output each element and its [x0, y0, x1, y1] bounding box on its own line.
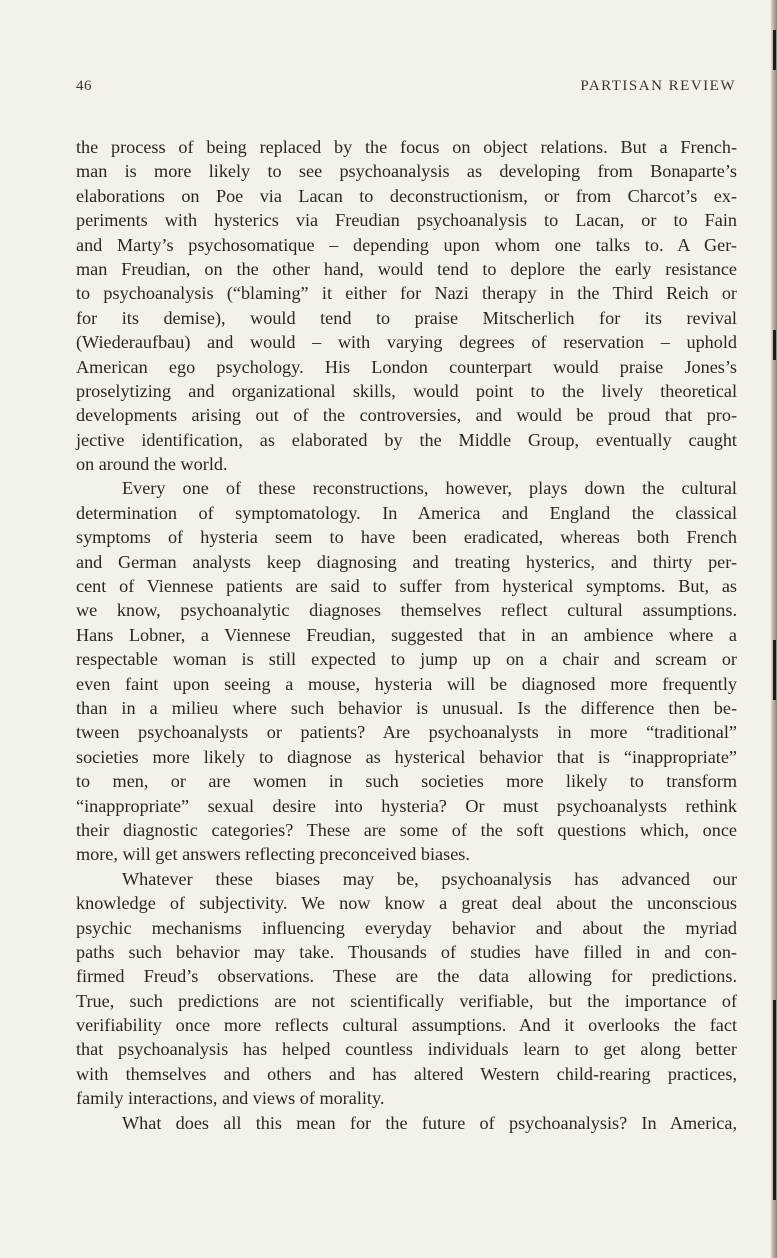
text-line: periments with hysterics via Freudian psychoanalysis to Lacan, or to Fain: [76, 210, 737, 231]
text-line: jective identification, as elaborated by the Middle Group, eventually caught: [76, 429, 737, 450]
body-text: [76, 135, 737, 1135]
text-line: True, such predictions are not scientifically verifiable, but the importance of: [76, 990, 737, 1011]
text-line: man is more likely to see psychoanalysis as developing from Bonaparte’s: [76, 161, 737, 182]
text-line: cent of Viennese patients are said to suffer from hysterical symptoms. But, as: [76, 576, 737, 597]
text-line: and Marty’s psychosomatique – depending upon whom one talks to. A Ger-: [76, 234, 737, 255]
text-line: their diagnostic categories? These are some of the soft questions which, once: [76, 819, 737, 840]
text-line: firmed Freud’s observations. These are the data allowing for predictions.: [76, 966, 737, 987]
text-line: psychic mechanisms influencing everyday behavior and about the myriad: [76, 917, 737, 938]
text-line: What does all this mean for the future of psychoanalysis? In America,: [122, 1112, 737, 1133]
text-line: to psychoanalysis (“blaming” it either for Nazi therapy in the Third Reich or: [76, 283, 737, 304]
text-line: knowledge of subjectivity. We now know a great deal about the unconscious: [76, 893, 737, 914]
text-line: more, will get answers reflecting preconceived biases.: [76, 844, 470, 865]
text-line: man Freudian, on the other hand, would tend to deplore the early resistance: [76, 258, 737, 279]
text-line: American ego psychology. His London counterpart would praise Jones’s: [76, 356, 737, 377]
text-line: respectable woman is still expected to jump up on a chair and scream or: [76, 649, 737, 670]
text-line: Whatever these biases may be, psychoanalysis has advanced our: [122, 868, 737, 889]
text-line: tween psychoanalysts or patients? Are psychoanalysts in more “traditional”: [76, 722, 737, 743]
text-line: on around the world.: [76, 454, 228, 475]
text-line: (Wiederaufbau) and would – with varying degrees of reservation – uphold: [76, 332, 737, 353]
text-line: and German analysts keep diagnosing and treating hysterics, and thirty per-: [76, 551, 737, 572]
text-line: than in a milieu where such behavior is unusual. Is the difference then be-: [76, 697, 737, 718]
text-line: societies more likely to diagnose as hysterical behavior that is “inappropriate”: [76, 746, 737, 767]
text-line: family interactions, and views of morality.: [76, 1088, 385, 1109]
page-spine-shadow: [771, 0, 777, 1258]
spine-mark: [773, 1000, 776, 1200]
text-line: determination of symptomatology. In America and England the classical: [76, 502, 737, 523]
spine-mark: [773, 30, 776, 70]
text-line: symptoms of hysteria seem to have been eradicated, whereas both French: [76, 527, 737, 548]
text-line: proselytizing and organizational skills, would point to the lively theoretical: [76, 380, 737, 401]
text-line: Hans Lobner, a Viennese Freudian, suggested that in an ambience where a: [76, 624, 737, 645]
text-line: with themselves and others and has altered Western child-rearing practices,: [76, 1063, 737, 1084]
text-line: for its demise), would tend to praise Mitscherlich for its revival: [76, 307, 737, 328]
text-line: we know, psychoanalytic diagnoses themselves reflect cultural assumptions.: [76, 600, 737, 621]
spine-mark: [773, 640, 776, 700]
text-line: developments arising out of the controversies, and would be proud that pro-: [76, 405, 737, 426]
spine-mark: [773, 330, 776, 360]
text-line: even faint upon seeing a mouse, hysteria will be diagnosed more frequently: [76, 673, 737, 694]
text-line: that psychoanalysis has helped countless individuals learn to get along better: [76, 1039, 737, 1060]
text-line: “inappropriate” sexual desire into hysteria? Or must psychoanalysts rethink: [76, 795, 737, 816]
text-line: to men, or are women in such societies more likely to transform: [76, 771, 737, 792]
page-number: 46: [76, 78, 92, 94]
text-line: Every one of these reconstructions, however, plays down the cultural: [122, 478, 737, 499]
text-line: elaborations on Poe via Lacan to deconstructionism, or from Charcot’s ex-: [76, 185, 737, 206]
text-line: verifiability once more reflects cultural assumptions. And it overlooks the fact: [76, 1015, 737, 1036]
running-head: PARTISAN REVIEW: [580, 78, 736, 94]
text-line: paths such behavior may take. Thousands of studies have filled in and con-: [76, 941, 737, 962]
text-line: the process of being replaced by the focus on object relations. But a French-: [76, 137, 737, 157]
